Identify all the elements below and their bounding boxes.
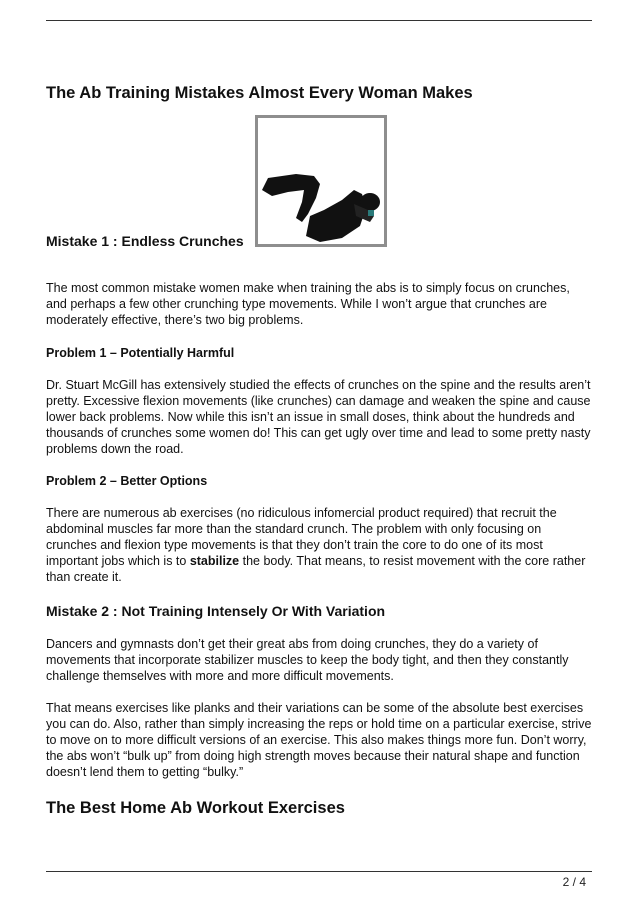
problem-2-text-start: There are numerous ab exercises (no ridiculous infomercial product required) that recruit the abdominal muscles far more than the standard crunch. The problem with only focusing on crunches and flexion type movements is that they don’t train the core to do one of its most important jobs which is to	[46, 506, 557, 568]
page-number: 2 / 4	[562, 875, 586, 889]
mistake-1-intro: The most common mistake women make when training the abs is to simply focus on crunches, and perhaps a few other crunching type movements. While I won’t argue that crunches are moderately effective, there’s two big problems.	[46, 281, 570, 327]
section-3-heading: The Best Home Ab Workout Exercises	[46, 799, 345, 817]
problem-2-heading: Problem 2 – Better Options	[46, 474, 208, 488]
mistake-2-paragraph-1: Dancers and gymnasts don’t get their great abs from doing crunches, they do a variety of movements that incorporate stabilizer muscles to keep the body tight, and then they constantly challenge themselves with more and more difficult movements.	[46, 637, 569, 683]
problem-1-text: Dr. Stuart McGill has extensively studied the effects of crunches on the spine and the results aren’t pretty. Excessive flexion movements (like crunches) can damage and weaken the spine and cause lower back problems. Now while this isn’t an issue in small doses, think about the hundreds and thousands of crunches some women do! This can get ugly over time and lead to some pretty nasty problems down the road.	[46, 378, 591, 456]
mistake-2-heading: Mistake 2 : Not Training Intensely Or With Variation	[46, 603, 386, 619]
woman-crunch-silhouette-icon	[258, 118, 384, 244]
stabilize-emphasis: stabilize	[189, 554, 240, 568]
footer-rule	[46, 871, 592, 872]
problem-2-text-end: the body. That means, to resist movement with the core rather than create it.	[46, 554, 586, 584]
problem-1-heading: Problem 1 – Potentially Harmful	[46, 346, 235, 360]
mistake-2-paragraph-2: That means exercises like planks and their variations can be some of the absolute best exercises you can do. Also, rather than simply increasing the reps or hold time on a particular exercise, strive to move on to more difficult versions of an exercise. This also makes things more fun. Don’t worry, the abs won’t “bulk up” from doing high strength moves because their natural shape and function doesn’t lend them to getting “bulky.”	[46, 701, 592, 779]
crunch-photo	[255, 115, 387, 247]
mistake-1-heading: Mistake 1 : Endless Crunches	[46, 233, 244, 249]
header-rule	[46, 20, 592, 21]
page-title: The Ab Training Mistakes Almost Every Woman Makes	[46, 84, 473, 102]
problem-2-text	[46, 505, 594, 585]
